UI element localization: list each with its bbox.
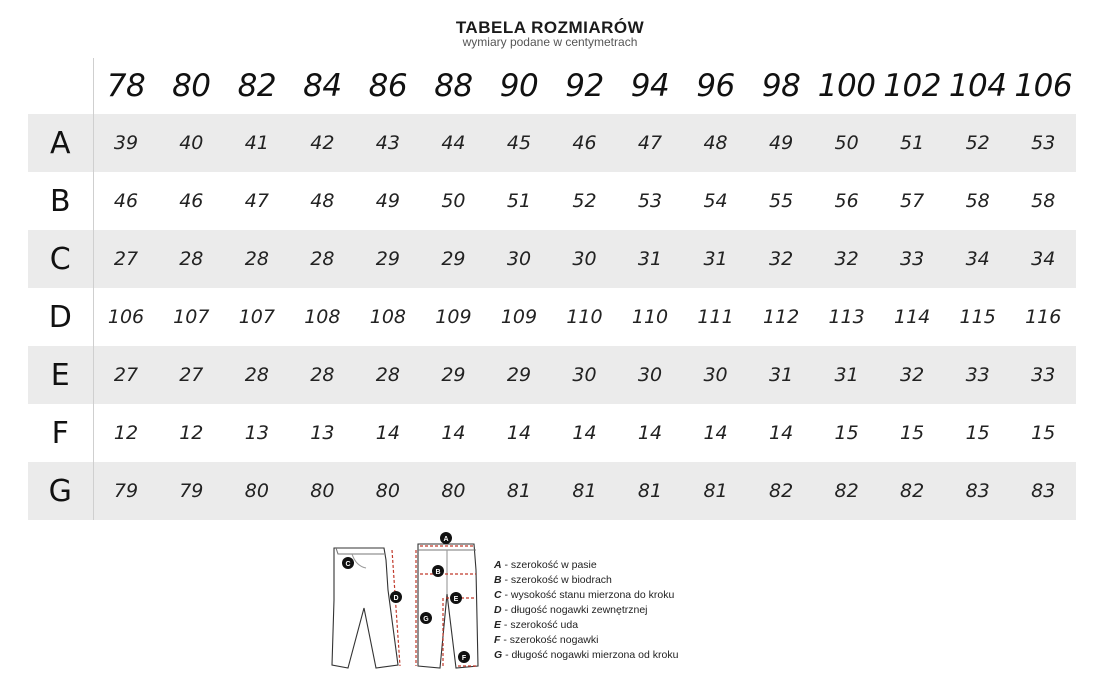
svg-text:B: B <box>435 569 441 576</box>
table-cell: 82 <box>879 462 945 520</box>
table-cell: 12 <box>113 422 139 444</box>
size-header: 104 <box>948 68 1007 104</box>
table-cell: 34 <box>945 230 1011 288</box>
svg-text:C: C <box>345 561 351 568</box>
page-header <box>0 18 1100 49</box>
size-header: 94 <box>630 68 670 104</box>
legend-item <box>494 648 678 663</box>
legend-text: - szerokość nogawki <box>500 634 599 646</box>
row-label: E <box>28 346 93 404</box>
legend-text: - szerokość uda <box>501 619 579 631</box>
table-cell: 108 <box>369 306 407 328</box>
table-cell: 41 <box>224 114 290 172</box>
table-cell: 80 <box>355 462 421 520</box>
table-cell: 48 <box>310 190 335 212</box>
table-cell: 116 <box>1025 306 1062 328</box>
table-cell: 31 <box>814 346 880 404</box>
table-cell: 46 <box>552 114 618 172</box>
table-cell: 49 <box>375 190 400 212</box>
table-cell: 14 <box>375 422 400 444</box>
table-cell: 27 <box>159 346 225 404</box>
table-cell: 43 <box>355 114 421 172</box>
table-cell: 40 <box>159 114 225 172</box>
table-cell: 79 <box>159 462 225 520</box>
table-cell: 58 <box>965 190 990 212</box>
svg-text:E: E <box>453 596 459 603</box>
table-cell: 55 <box>768 190 794 212</box>
table-cell: 42 <box>290 114 356 172</box>
size-header: 90 <box>499 68 539 104</box>
table-cell: 110 <box>631 306 669 328</box>
table-cell: 30 <box>552 230 618 288</box>
table-cell: 112 <box>762 306 800 328</box>
legend-key: E <box>494 619 502 631</box>
table-cell: 27 <box>93 346 159 404</box>
legend-text: - wysokość stanu mierzona do kroku <box>501 589 675 601</box>
table-cell: 81 <box>486 462 552 520</box>
table-cell: 46 <box>179 190 204 212</box>
table-cell: 28 <box>224 346 290 404</box>
table-cell: 83 <box>945 462 1011 520</box>
table-cell: 83 <box>1010 462 1076 520</box>
table-cell: 107 <box>238 306 275 328</box>
legend-key: D <box>494 604 502 616</box>
table-cell: 45 <box>486 114 552 172</box>
table-cell: 14 <box>703 422 728 444</box>
table-cell: 80 <box>290 462 356 520</box>
size-header-row <box>28 58 1076 114</box>
page-subtitle: wymiary podane w centymetrach <box>462 35 638 49</box>
legend-key: G <box>494 649 503 661</box>
table-cell: 33 <box>945 346 1011 404</box>
table-cell: 28 <box>159 230 225 288</box>
pants-diagram <box>326 530 496 675</box>
table-cell: 81 <box>617 462 683 520</box>
legend-key: C <box>494 589 502 601</box>
table-cell: 28 <box>290 346 356 404</box>
size-table <box>28 58 1076 520</box>
table-cell: 31 <box>683 230 749 288</box>
legend-key: B <box>494 574 502 586</box>
legend-text: - szerokość w pasie <box>501 559 597 571</box>
table-cell: 34 <box>1010 230 1076 288</box>
legend-key: F <box>494 634 501 646</box>
table-cell: 52 <box>572 190 597 212</box>
table-cell: 57 <box>900 190 925 212</box>
table-cell: 28 <box>355 346 421 404</box>
table-cell: 29 <box>355 230 421 288</box>
size-header: 84 <box>303 68 342 104</box>
size-header: 100 <box>817 68 876 104</box>
table-cell: 15 <box>900 422 925 444</box>
measurement-legend <box>326 530 706 675</box>
svg-text:A: A <box>443 536 449 543</box>
svg-text:F: F <box>461 655 467 662</box>
table-cell: 47 <box>244 190 269 212</box>
table-row <box>28 404 1076 462</box>
table-cell: 28 <box>290 230 356 288</box>
row-label: C <box>28 230 93 288</box>
table-cell: 31 <box>617 230 683 288</box>
table-cell: 15 <box>1031 422 1056 444</box>
size-header: 102 <box>883 68 941 104</box>
table-cell: 53 <box>1010 114 1076 172</box>
table-row <box>28 288 1076 346</box>
table-cell: 32 <box>814 230 880 288</box>
table-cell: 106 <box>107 306 145 328</box>
legend-text: - szerokość w biodrach <box>501 574 612 586</box>
table-cell: 113 <box>828 306 865 328</box>
legend-item <box>494 558 678 573</box>
table-cell: 50 <box>814 114 880 172</box>
table-row <box>28 346 1076 404</box>
row-label: A <box>28 114 93 172</box>
table-cell: 14 <box>441 422 466 444</box>
table-cell: 32 <box>748 230 814 288</box>
table-cell: 39 <box>93 114 159 172</box>
legend-text: - długość nogawki mierzona od kroku <box>502 649 679 661</box>
table-cell: 29 <box>421 346 487 404</box>
table-cell: 14 <box>768 422 794 444</box>
table-cell: 44 <box>421 114 487 172</box>
table-cell: 31 <box>748 346 814 404</box>
table-cell: 29 <box>486 346 552 404</box>
table-cell: 29 <box>421 230 487 288</box>
size-header: 92 <box>565 68 604 104</box>
table-cell: 50 <box>441 190 466 212</box>
size-header: 86 <box>368 68 408 104</box>
pants-front-view <box>418 544 478 668</box>
legend-item <box>494 618 678 633</box>
table-cell: 30 <box>683 346 749 404</box>
size-header: 80 <box>172 68 211 104</box>
table-cell: 110 <box>566 306 603 328</box>
legend-item <box>494 588 678 603</box>
table-corner <box>28 58 93 114</box>
page-title: TABELA ROZMIARÓW <box>455 18 645 37</box>
table-cell: 56 <box>834 190 859 212</box>
table-cell: 53 <box>637 190 663 212</box>
size-header: 98 <box>761 68 801 104</box>
legend-item <box>494 573 678 588</box>
table-cell: 111 <box>697 306 734 328</box>
table-cell: 80 <box>421 462 487 520</box>
legend-text: - długość nogawki zewnętrznej <box>501 604 648 616</box>
table-cell: 13 <box>310 422 335 444</box>
table-cell: 12 <box>179 422 204 444</box>
table-cell: 48 <box>683 114 749 172</box>
table-cell: 15 <box>834 422 859 444</box>
size-header: 96 <box>696 68 735 104</box>
size-header: 78 <box>106 68 146 104</box>
table-cell: 82 <box>748 462 814 520</box>
table-cell: 46 <box>113 190 139 212</box>
table-cell: 51 <box>506 190 532 212</box>
table-cell: 47 <box>617 114 683 172</box>
table-cell: 81 <box>683 462 749 520</box>
table-cell: 52 <box>945 114 1011 172</box>
table-cell: 58 <box>1031 190 1056 212</box>
table-cell: 114 <box>894 306 931 328</box>
svg-text:G: G <box>423 616 429 623</box>
svg-text:D: D <box>393 595 399 602</box>
table-cell: 33 <box>1010 346 1076 404</box>
table-cell: 14 <box>572 422 597 444</box>
table-cell: 51 <box>879 114 945 172</box>
row-label: B <box>28 172 93 230</box>
table-cell: 79 <box>93 462 159 520</box>
table-cell: 107 <box>173 306 210 328</box>
table-cell: 30 <box>486 230 552 288</box>
table-row <box>28 462 1076 520</box>
table-cell: 13 <box>244 422 269 444</box>
table-cell: 80 <box>224 462 290 520</box>
size-header: 106 <box>1014 68 1073 104</box>
table-cell: 115 <box>959 306 996 328</box>
row-label: G <box>28 462 93 520</box>
table-cell: 109 <box>435 306 472 328</box>
table-cell: 15 <box>965 422 990 444</box>
table-cell: 27 <box>93 230 159 288</box>
table-cell: 14 <box>506 422 532 444</box>
table-cell: 30 <box>552 346 618 404</box>
size-header: 82 <box>237 68 277 104</box>
table-cell: 82 <box>814 462 880 520</box>
table-row <box>28 114 1076 172</box>
table-cell: 108 <box>304 306 341 328</box>
table-cell: 81 <box>552 462 618 520</box>
table-cell: 54 <box>703 190 728 212</box>
pants-side-view <box>332 548 398 668</box>
row-label: D <box>28 288 93 346</box>
table-cell: 32 <box>879 346 945 404</box>
legend-list <box>494 558 678 663</box>
row-label: F <box>28 404 93 462</box>
size-header: 88 <box>434 68 473 104</box>
legend-item <box>494 603 678 618</box>
table-cell: 109 <box>500 306 538 328</box>
table-cell: 33 <box>879 230 945 288</box>
legend-item <box>494 633 678 648</box>
table-cell: 28 <box>224 230 290 288</box>
table-row <box>28 172 1076 230</box>
table-row <box>28 230 1076 288</box>
table-cell: 30 <box>617 346 683 404</box>
legend-key: A <box>494 559 502 571</box>
table-cell: 49 <box>748 114 814 172</box>
table-cell: 14 <box>637 422 663 444</box>
